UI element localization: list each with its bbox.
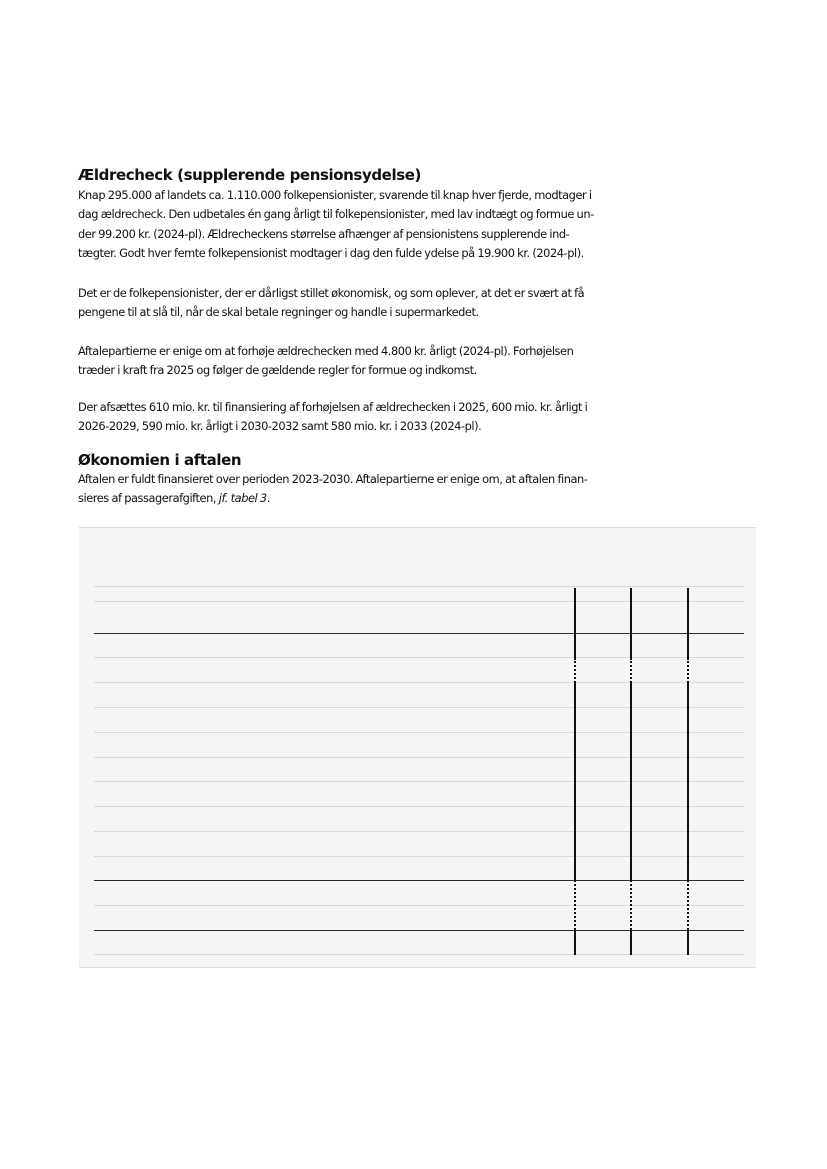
section-heading-aeldrecheck: Ældrecheck (supplerende pensionsydelse) [78, 166, 421, 184]
table-gridline [94, 732, 744, 733]
table-gridline [94, 707, 744, 708]
table-gridline [94, 586, 744, 587]
table-gridline [94, 856, 744, 857]
table-column-marker [574, 683, 576, 880]
table-gridline [94, 601, 744, 602]
text-line: træder i kraft fra 2025 og følger de gældende regler for formue og indkomst. [78, 363, 477, 378]
text-line: Aftalepartierne er enige om at forhøje ældrechecken med 4.800 kr. årligt (2024-pl). Forhøjelsen [78, 344, 574, 358]
text-span: . [266, 491, 270, 506]
text-span: sieres af passagerafgiften, [78, 491, 219, 506]
text-line: Det er de folkepensionister, der er dårligst stillet økonomisk, og som oplever, at det er svært at få [78, 286, 585, 300]
text-line: Aftalen er fuldt finansieret over perioden 2023-2030. Aftalepartierne er enige om, at aftalen finan- [78, 472, 588, 486]
section-heading-okonomien: Økonomien i aftalen [78, 451, 242, 469]
table-column-marker [574, 658, 576, 683]
table-gridline [94, 657, 744, 658]
table-column-marker [574, 880, 576, 930]
table-column-marker [630, 880, 632, 930]
text-line [78, 489, 638, 508]
text-line: tægter. Godt hver femte folkepensionist modtager i dag den fulde ydelse på 19.900 kr. (2024-pl). [78, 246, 584, 261]
table-column-marker [687, 588, 689, 658]
table-reference: jf. tabel 3 [218, 491, 267, 506]
paragraph-okonomien [78, 470, 638, 509]
table-3-placeholder [79, 527, 756, 968]
table-column-marker [630, 658, 632, 683]
table-column-marker [630, 683, 632, 880]
table-column-marker [687, 930, 689, 955]
text-line: Der afsættes 610 mio. kr. til finansiering af forhøjelsen af ældrechecken i 2025, 600 mio. kr. årligt i [78, 400, 588, 414]
table-column-marker [687, 880, 689, 930]
table-rule [94, 930, 744, 931]
table-column-marker [574, 930, 576, 955]
table-gridline [94, 954, 744, 955]
text-line: der 99.200 kr. (2024-pl). Ældrecheckens størrelse afhænger af pensionistens supplerende ind- [78, 226, 570, 241]
paragraph-aeldrecheck-need [78, 284, 638, 323]
table-column-marker [574, 588, 576, 658]
paragraph-aeldrecheck-increase [78, 342, 638, 381]
text-line: 2026-2029, 590 mio. kr. årligt i 2030-2032 samt 580 mio. kr. i 2033 (2024-pl). [78, 419, 482, 434]
table-column-marker [687, 683, 689, 880]
table-column-marker [687, 658, 689, 683]
table-gridline [94, 806, 744, 807]
table-column-marker [630, 930, 632, 955]
text-line: pengene til at slå til, når de skal betale regninger og handle i supermarkedet. [78, 305, 479, 320]
table-gridline [94, 757, 744, 758]
table-gridline [94, 781, 744, 782]
paragraph-aeldrecheck-intro [78, 186, 638, 264]
table-gridline [94, 905, 744, 906]
table-rule [94, 880, 744, 881]
text-line: Knap 295.000 af landets ca. 1.110.000 folkepensionister, svarende til knap hver fjerde, modtager i [78, 188, 592, 202]
text-line: dag ældrecheck. Den udbetales én gang årligt til folkepensionister, med lav indtægt og formue un- [78, 207, 594, 222]
table-gridline [94, 831, 744, 832]
table-column-marker [630, 588, 632, 658]
paragraph-aeldrecheck-financing [78, 398, 638, 437]
table-gridline [94, 682, 744, 683]
table-rule [94, 633, 744, 634]
